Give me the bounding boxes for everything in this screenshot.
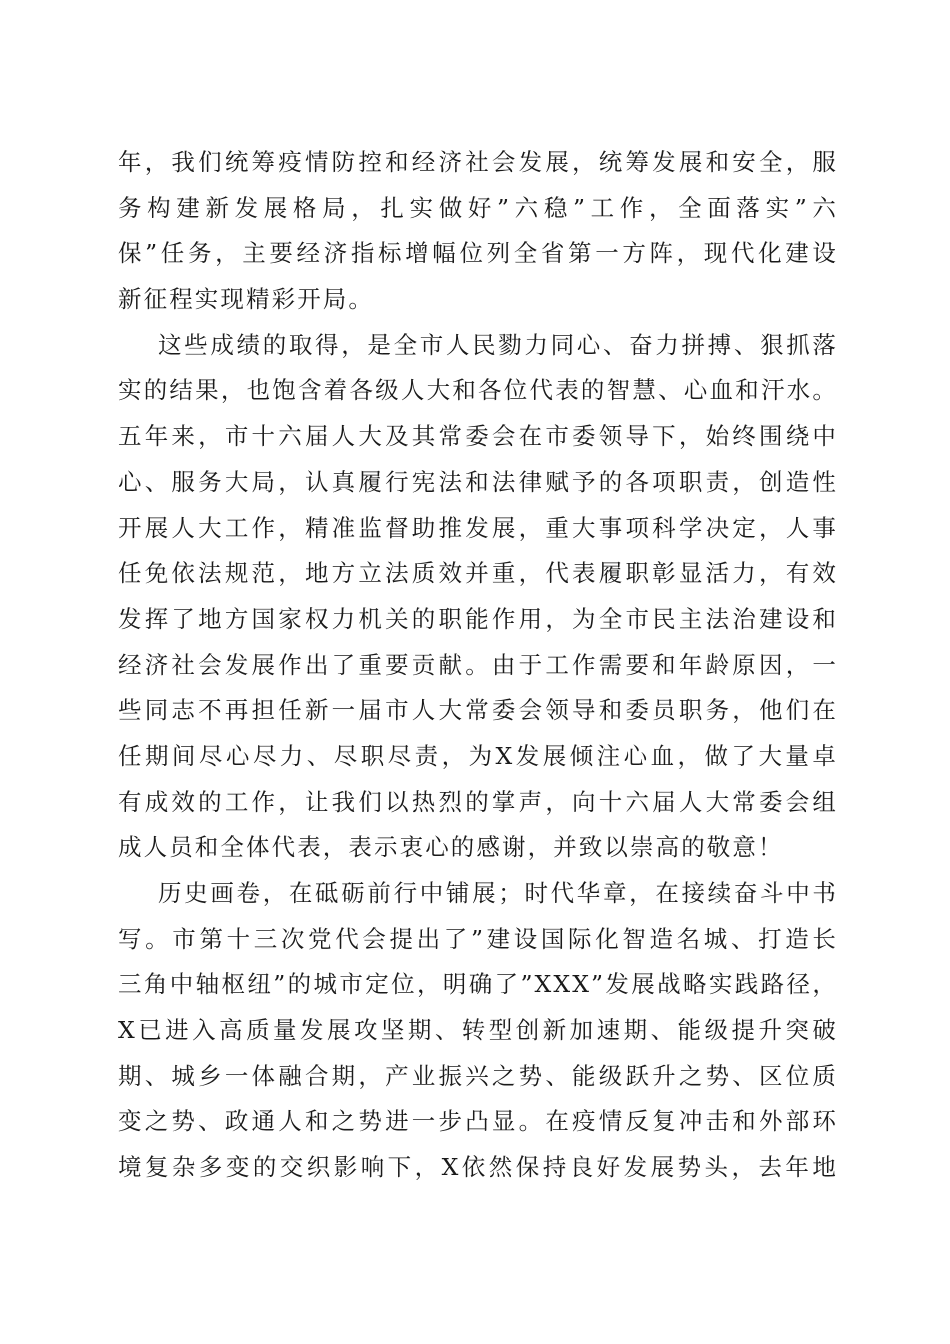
- paragraph-1-line-1: 年，我们统筹疫情防控和经济社会发展，统筹发展和安全，服: [118, 148, 838, 176]
- paragraph-3-line-5: 期、城乡一体融合期，产业振兴之势、能级跃升之势、区位质: [118, 1061, 838, 1090]
- paragraph-3-line-4: X已进入高质量发展攻坚期、转型创新加速期、能级提升突破: [118, 1016, 838, 1045]
- document-body: [118, 140, 838, 1191]
- paragraph-2-line-11: 有成效的工作，让我们以热烈的掌声，向十六届人大常委会组: [118, 787, 838, 816]
- paragraph-1-line-4: 新征程实现精彩开局。: [118, 285, 374, 314]
- paragraph-2-line-2: 实的结果，也饱含着各级人大和各位代表的智慧、心血和汗水。: [118, 376, 838, 405]
- paragraph-2-line-3: 五年来，市十六届人大及其常委会在市委领导下，始终围绕中: [118, 422, 838, 451]
- paragraph-3-line-2: 写。市第十三次党代会提出了”建设国际化智造名城、打造长: [118, 924, 838, 953]
- paragraph-3-line-6: 变之势、政通人和之势进一步凸显。在疫情反复冲击和外部环: [118, 1107, 838, 1136]
- paragraph-3-line-7: 境复杂多变的交织影响下，X依然保持良好发展势头，去年地: [118, 1153, 838, 1182]
- paragraph-2-line-10: 任期间尽心尽力、尽职尽责，为X发展倾注心血，做了大量卓: [118, 741, 838, 770]
- paragraph-2-line-6: 任免依法规范，地方立法质效并重，代表履职彰显活力，有效: [118, 559, 838, 588]
- paragraph-2-line-1: 这些成绩的取得，是全市人民勠力同心、奋力拼搏、狠抓落: [158, 330, 838, 359]
- paragraph-2-line-7: 发挥了地方国家权力机关的职能作用，为全市民主法治建设和: [118, 604, 838, 633]
- paragraph-2-line-8: 经济社会发展作出了重要贡献。由于工作需要和年龄原因，一: [118, 650, 838, 679]
- paragraph-2-line-5: 开展人大工作，精准监督助推发展，重大事项科学决定，人事: [118, 513, 838, 542]
- paragraph-2-line-4: 心、服务大局，认真履行宪法和法律赋予的各项职责，创造性: [118, 467, 838, 496]
- paragraph-1-line-2: 务构建新发展格局，扎实做好”六稳”工作，全面落实”六: [118, 193, 838, 222]
- paragraph-2-line-12: 成人员和全体代表，表示衷心的感谢，并致以崇高的敬意！: [118, 833, 784, 862]
- paragraph-2-line-9: 些同志不再担任新一届市人大常委会领导和委员职务，他们在: [118, 696, 838, 725]
- paragraph-3-line-3: 三角中轴枢纽”的城市定位，明确了”XXX”发展战略实践路径，: [118, 970, 838, 999]
- paragraph-3-line-1: 历史画卷，在砥砺前行中铺展；时代华章，在接续奋斗中书: [158, 879, 838, 907]
- paragraph-1-line-3: 保”任务，主要经济指标增幅位列全省第一方阵，现代化建设: [118, 239, 838, 268]
